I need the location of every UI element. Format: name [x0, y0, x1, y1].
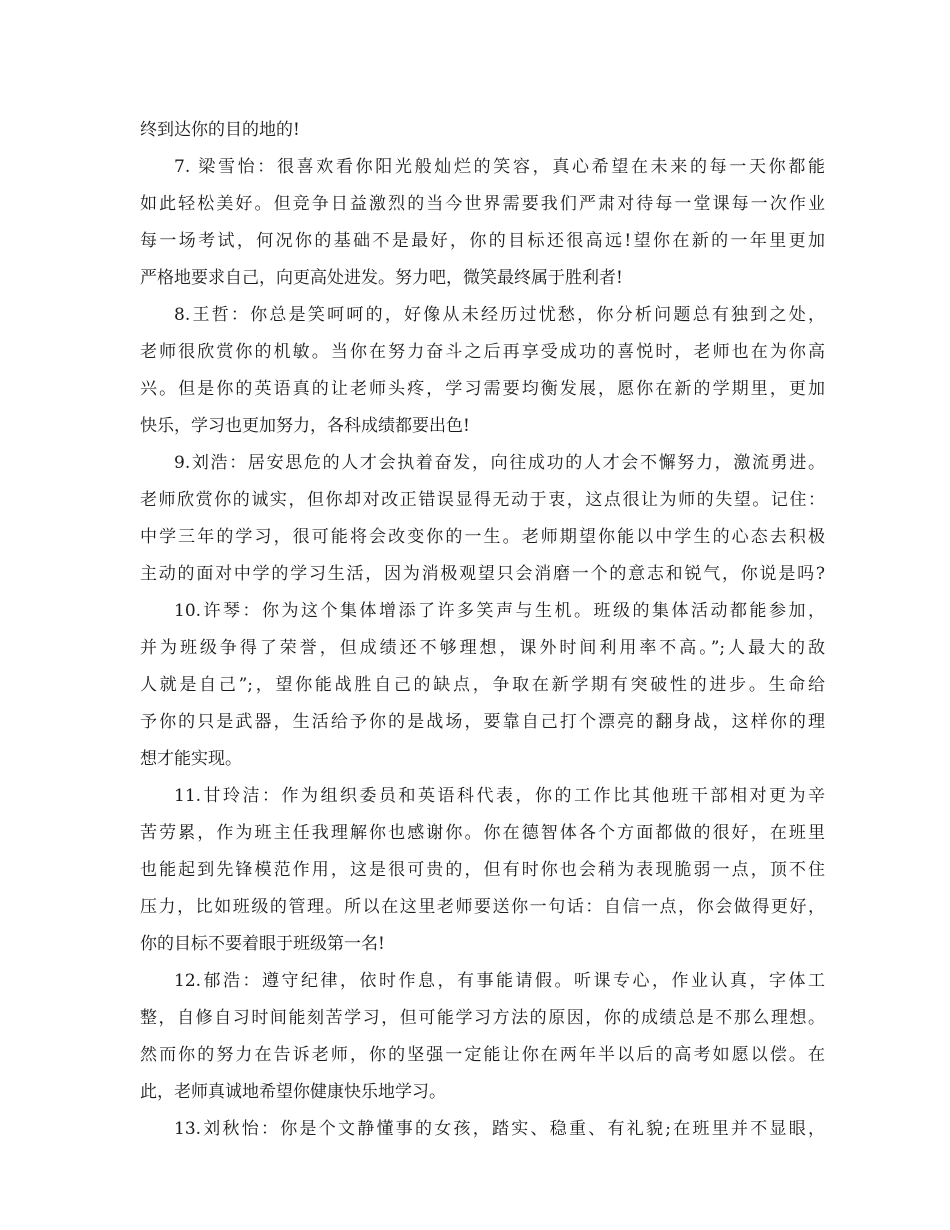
paragraph-start-line: 11.甘玲洁：作为组织委员和英语科代表，你的工作比其他班干部相对更为辛 [174, 786, 825, 806]
text-line: 中学三年的学习，很可能将会改变你的一生。老师期望你能以中学生的心态去积极 [140, 527, 825, 547]
text-line: 人就是自己”;，望你能战胜自己的缺点，争取在新学期有突破性的进步。生命给 [140, 675, 825, 695]
paragraph-start-line: 13.刘秋怡：你是个文静懂事的女孩，踏实、稳重、有礼貌;在班里并不显眼， [174, 1119, 825, 1139]
text-line: 如此轻松美好。但竞争日益激烈的当今世界需要我们严肃对待每一堂课每一次作业 [140, 194, 825, 214]
text-line: 想才能实现。 [140, 749, 242, 769]
text-line: 快乐，学习也更加努力，各科成绩都要出色! [140, 416, 470, 436]
text-line: 此，老师真诚地希望你健康快乐地学习。 [140, 1082, 446, 1102]
text-line: 也能起到先锋模范作用，这是很可贵的，但有时你也会稍为表现脆弱一点，顶不住 [140, 860, 825, 880]
paragraph-start-line: 10.许琴：你为这个集体增添了许多笑声与生机。班级的集体活动都能参加， [174, 601, 825, 621]
paragraph-start-line: 8.王哲：你总是笑呵呵的，好像从未经历过忧愁，你分析问题总有独到之处， [174, 305, 825, 325]
paragraph-start-line: 9.刘浩：居安思危的人才会执着奋发，向往成功的人才会不懈努力，激流勇进。 [174, 453, 825, 473]
text-line: 老师很欣赏你的机敏。当你在努力奋斗之后再享受成功的喜悦时，老师也在为你高 [140, 342, 825, 362]
text-line: 并为班级争得了荣誉，但成绩还不够理想，课外时间利用率不高。”;人最大的敌 [140, 638, 825, 658]
text-line: 你的目标不要着眼于班级第一名! [140, 934, 385, 954]
text-line: 老师欣赏你的诚实，但你却对改正错误显得无动于衷，这点很让为师的失望。记住： [140, 490, 825, 510]
text-line: 终到达你的目的地的! [140, 120, 300, 140]
text-line: 压力，比如班级的管理。所以在这里老师要送你一句话：自信一点，你会做得更好， [140, 897, 825, 917]
text-line: 整，自修自习时间能刻苦学习，但可能学习方法的原因，你的成绩总是不那么理想。 [140, 1008, 825, 1028]
text-line: 严格地要求自己，向更高处进发。努力吧，微笑最终属于胜利者! [140, 268, 623, 288]
text-line: 兴。但是你的英语真的让老师头疼，学习需要均衡发展，愿你在新的学期里，更加 [140, 379, 825, 399]
text-line: 然而你的努力在告诉老师，你的坚强一定能让你在两年半以后的高考如愿以偿。在 [140, 1045, 825, 1065]
text-line: 每一场考试，何况你的基础不是最好，你的目标还很高远!望你在新的一年里更加 [140, 231, 825, 251]
text-line: 苦劳累，作为班主任我理解你也感谢你。你在德智体各个方面都做的很好，在班里 [140, 823, 825, 843]
paragraph-start-line: 7. 梁雪怡：很喜欢看你阳光般灿烂的笑容，真心希望在未来的每一天你都能 [174, 157, 825, 177]
text-line: 予你的只是武器，生活给予你的是战场，要靠自己打个漂亮的翻身战，这样你的理 [140, 712, 825, 732]
paragraph-start-line: 12.郁浩：遵守纪律，依时作息，有事能请假。听课专心，作业认真，字体工 [174, 971, 825, 991]
document-body [140, 112, 825, 1148]
text-line: 主动的面对中学的学习生活，因为消极观望只会消磨一个的意志和锐气，你说是吗? [140, 564, 825, 584]
